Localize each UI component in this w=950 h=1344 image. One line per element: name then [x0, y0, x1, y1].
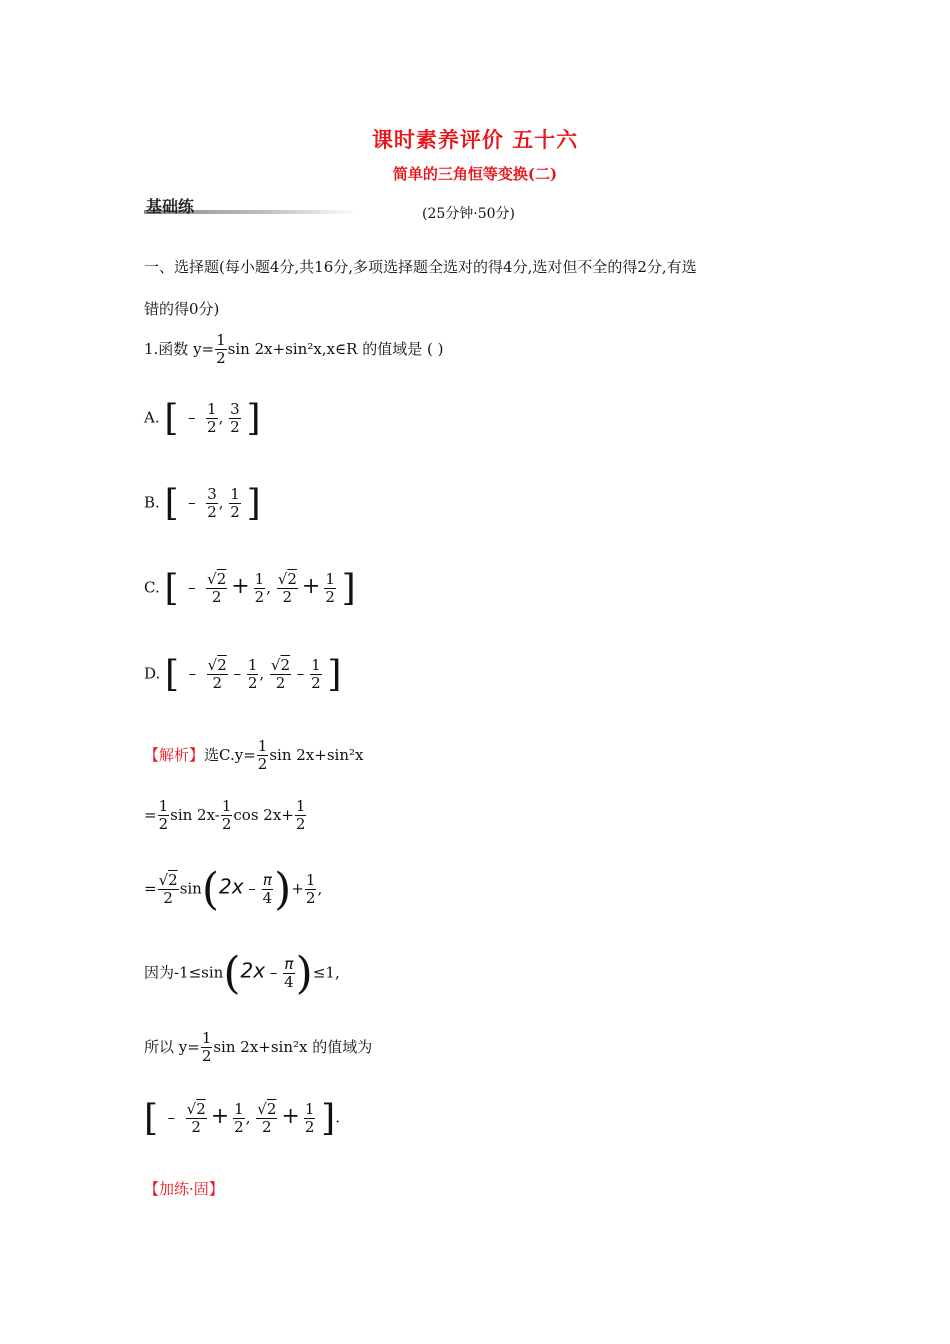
section-tag: [144, 194, 359, 216]
question-1: [144, 332, 443, 368]
solution-line-1: 【解析】选C.y= $\frac{1}{2}$ sin 2x+sin²x: [144, 737, 364, 774]
practice-tag: 【加练·固】: [144, 1180, 224, 1198]
bracket-left: [: [164, 398, 179, 439]
bracket-right: ]: [246, 398, 261, 439]
option-d-label: D.: [144, 664, 161, 683]
section-tag-label: 基础练: [146, 197, 195, 216]
option-c: C. [ – $\frac{√2}{2}$ + $\frac{1}{2}$ , $\frac{√2}{2}$ + $\frac{1}{2}$ ]: [144, 568, 356, 609]
option-b-label: B.: [144, 493, 160, 512]
solution-line-2: = $\frac{1}{2}$ sin 2x- $\frac{1}{2}$ cos 2x+ $\frac{1}{2}$: [144, 797, 306, 834]
question-1-prefix: 1.函数 y=: [144, 339, 215, 358]
solution-tag: 【解析】: [144, 745, 205, 764]
section-heading-line1: 一、选择题(每小题4分,共16分,多项选择题全选对的得4分,选对但不全的得2分,有选: [144, 258, 697, 276]
solution-final-range: [ – $\frac{√2}{2}$ + $\frac{1}{2}$ , $\frac{√2}{2}$ + $\frac{1}{2}$ ].: [144, 1098, 340, 1139]
option-a: A. [ – $\frac{1}{2}$ , $\frac{3}{2}$ ]: [144, 398, 261, 439]
option-d: D. [ – $\frac{√2}{2}$ – $\frac{1}{2}$ , $\frac{√2}{2}$ – $\frac{1}{2}$ ]: [144, 654, 342, 695]
option-c-label: C.: [144, 578, 160, 597]
question-1-body: sin 2x+sin²x,x∈R 的值域是 ( ): [227, 339, 444, 358]
page-title: 课时素养评价 五十六: [371, 127, 579, 152]
page-subtitle: 简单的三角恒等变换(二): [392, 165, 558, 183]
half-fraction: $\frac{1}{2}$: [216, 331, 226, 368]
solution-line-5: 所以 y= $\frac{1}{2}$ sin 2x+sin²x 的值域为: [144, 1029, 373, 1066]
option-a-label: A.: [144, 408, 160, 427]
option-b: B. [ – $\frac{3}{2}$ , $\frac{1}{2}$ ]: [144, 483, 261, 524]
solution-line-3: = $\frac{√2}{2}$ sin(2x – $\frac{\pi}{4}$ )+ $\frac{1}{2}$ ,: [144, 864, 323, 915]
solution-line-4: 因为-1≤sin(2x – $\frac{\pi}{4}$ )≤1,: [144, 948, 340, 999]
time-score-meta: (25分钟·50分): [422, 206, 516, 222]
section-heading-line2: 错的得0分): [144, 300, 220, 318]
